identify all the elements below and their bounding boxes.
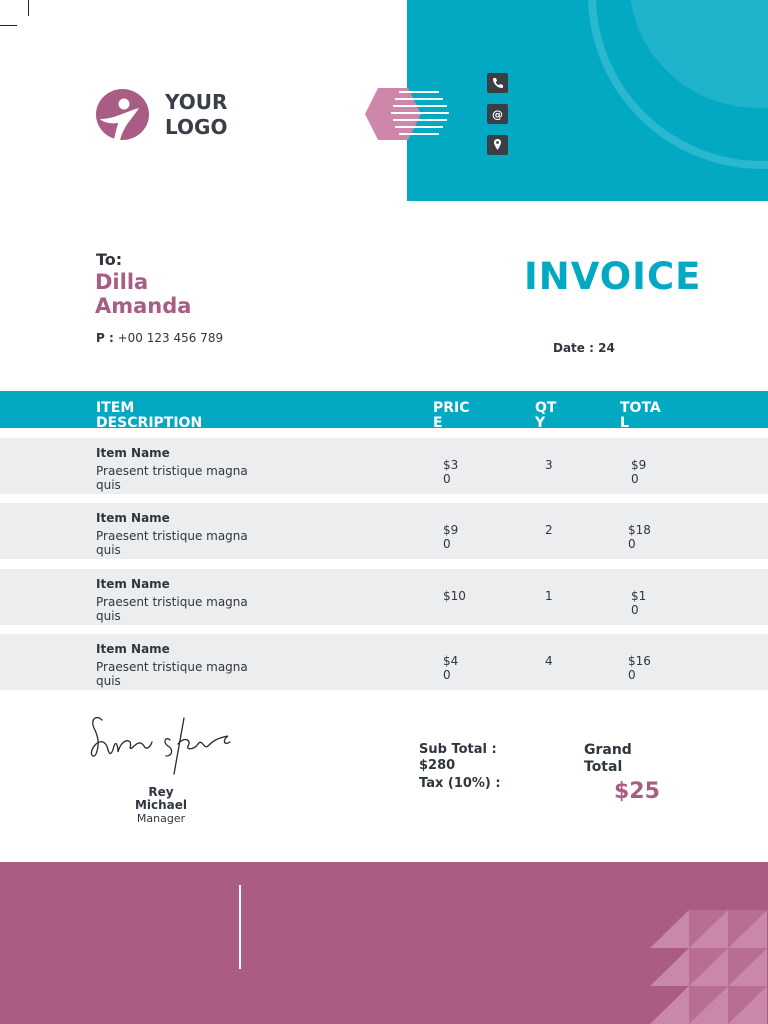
item-name: Item Name: [96, 577, 170, 591]
grand-total-label: Grand Total: [584, 742, 632, 775]
header-item-description: ITEM DESCRIPTION: [96, 400, 203, 431]
signatory: [130, 785, 192, 825]
table-row: [0, 438, 768, 494]
client-phone: [96, 331, 223, 345]
hexagon-stripes-decoration: [365, 88, 449, 140]
item-description: Praesent tristique magna quis: [96, 464, 248, 492]
header-qty: QTY: [535, 400, 557, 431]
item-price: $90: [443, 523, 459, 551]
subtotal-label: Sub Total :: [419, 742, 497, 757]
invoice-title: INVOICE: [524, 255, 702, 298]
bill-to-label: To:: [96, 250, 123, 269]
table-row: [0, 569, 768, 625]
item-name: Item Name: [96, 511, 170, 525]
signatory-role: Manager: [136, 812, 186, 825]
header-total: TOTAL: [620, 400, 661, 431]
crop-mark: [0, 25, 17, 26]
triangle-pattern-decoration: [650, 910, 768, 1024]
table-header: [0, 391, 768, 431]
item-total: $180: [628, 523, 651, 551]
signatory-name: Rey Michael: [134, 785, 188, 812]
item-price: $10: [443, 589, 466, 603]
item-price: $40: [443, 654, 459, 682]
item-description: Praesent tristique magna quis: [96, 660, 248, 688]
item-qty: 3: [545, 458, 553, 472]
svg-text:@: @: [492, 108, 503, 121]
footer-divider: [239, 885, 241, 969]
crop-mark: [28, 0, 29, 16]
item-name: Item Name: [96, 642, 170, 656]
client-name: Dilla Amanda: [95, 270, 192, 318]
item-qty: 1: [545, 589, 553, 603]
subtotal-value: $280: [419, 758, 456, 773]
table-row: [0, 503, 768, 559]
logo-icon: [96, 89, 149, 140]
decorative-circles: [407, 0, 768, 201]
location-pin-icon: [487, 135, 508, 155]
footer-band: [0, 862, 768, 1024]
table-row: [0, 634, 768, 690]
totals-block: [419, 742, 529, 790]
item-price: $30: [443, 458, 459, 486]
item-qty: 4: [545, 654, 553, 668]
item-name: Item Name: [96, 446, 170, 460]
item-total: $10: [631, 589, 647, 617]
at-sign-icon: [487, 104, 508, 124]
grand-total-value: $25: [614, 779, 660, 804]
logo-text: YOUR LOGO: [165, 90, 228, 139]
item-total: $90: [631, 458, 647, 486]
item-qty: 2: [545, 523, 553, 537]
phone-label: P :: [96, 331, 114, 345]
header-price: PRICE: [433, 400, 470, 431]
item-description: Praesent tristique magna quis: [96, 595, 248, 623]
tax-label: Tax (10%) :: [419, 776, 501, 791]
phone-value: +00 123 456 789: [117, 331, 224, 345]
item-description: Praesent tristique magna quis: [96, 529, 248, 557]
phone-icon: [487, 73, 508, 93]
header-accent-block: [407, 0, 768, 201]
signature-image: [88, 710, 238, 778]
item-total: $160: [628, 654, 651, 682]
invoice-date: Date : 24: [553, 341, 615, 355]
